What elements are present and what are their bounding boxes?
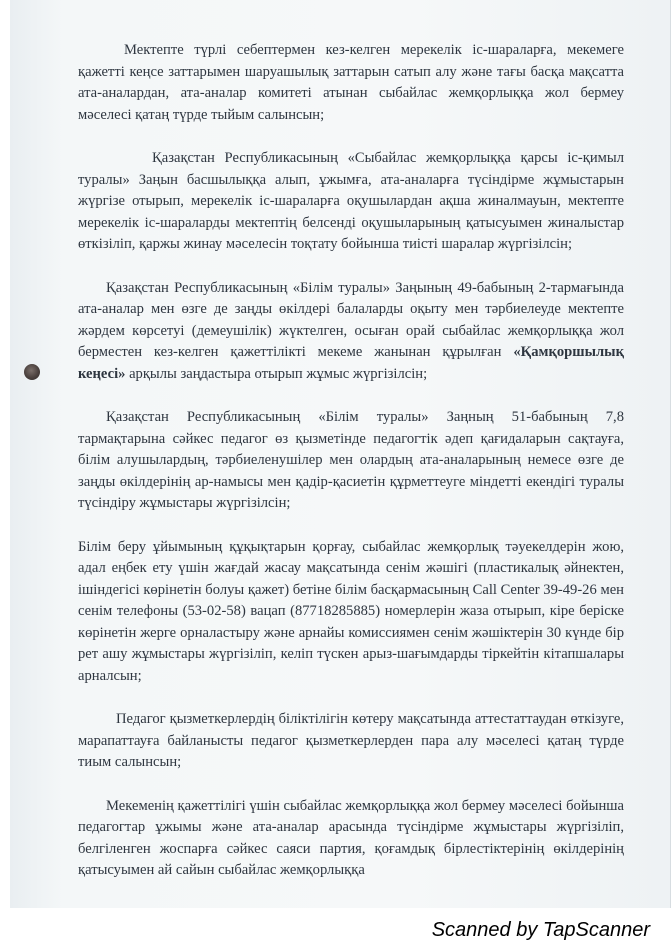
document-body (78, 40, 624, 904)
paragraph-7: Мекеменің қажеттілігі үшін сыбайлас жемқорлыққа жол бермеу мәселесі бойынша педагогтар ұжымы және ата-аналар арасында түсіндірме жұмыстары жүргізіліп, белгіленген жоспарға сәйкес саяси партия, қоғамдық бірлестіктерінің өкілдерінің қатысуымен ай сайын сыбайлас жемқорлыққа (78, 797, 624, 878)
paragraph-1: Мектепте түрлі себептермен кез-келген мерекелік іс-шараларға, мекемеге қажетті кеңсе заттарымен шаруашылық заттарын сатып алу және тағы басқа мақсатта ата-аналардан, ата-аналар комитеті атынан сыбайлас жемқорлыққа жол бермеу мәселесі қатаң түрде тыйым салынсын; (78, 42, 624, 123)
punch-hole-icon (24, 364, 40, 380)
paragraph-3-text-before: Қазақстан Республикасының «Білім туралы» Заңының 49-бабының 2-тармағында ата-аналар мен өзге де заңды өкілдері балаларды оқыту мен тәрбиелеуде мектепте жәрдем көрсетуі (демеушілік) жүктелген, осыған орай сыбайлас жемқорлыққа жол берместен кез-келген қажеттілікті мекеме жанынан құрылған (78, 279, 624, 360)
paragraph-5: Білім беру ұйымының құқықтарын қорғау, сыбайлас жемқорлық тәуекелдерін жою, адал еңбек ету үшін жағдай жасау мақсатында сенім жәшігі (пластикалық әйнектен, ішіндегісі көрінетін болуы қажет) бетіне білім басқармасының Call Center 39-49-26 мен сенім телефоны (53-02-58) вацап (87718285885) номерлерін жаза отырып, кіре беріске көрінетін жерге орналастыру және арнайы комиссиямен сенім жәшіктерін 30 күнде бір рет ашу жұмыстары жүргізіліп, келіп түскен арыз-шағымдарды тіркейтін кітапшалары арналсын; (78, 538, 624, 684)
scanner-watermark: Scanned by TapScanner (431, 919, 650, 941)
document-page (10, 0, 671, 908)
paragraph-3-text-after: арқылы заңдастыра отырып жұмыс жүргізілсін; (125, 365, 428, 382)
paragraph-3-bold-term: «Қамқоршылық кеңесі» (78, 344, 624, 382)
paragraph-2: Қазақстан Республикасының «Сыбайлас жемқорлыққа қарсы іс-қимыл туралы» Заңын басшылыққа алып, ұжымға, ата-аналарға түсіндірме жұмыстарын жүргізе отырып, мерекелік іс-шараларға оқушылардан ақша жиналмауын, мектепте мерекелік іс-шараларды мектептің белсенді оқушыларының қатысуымен жиналыстар өткізіліп, қаржы жинау мәселесін тоқтату бойынша тиісті шаралар жүргізілсін; (78, 150, 624, 252)
paragraph-6: Педагог қызметкерлердің біліктілігін көтеру мақсатында аттестаттаудан өткізуге, марапаттауға байланысты педагог қызметкерлерден пара алу мәселесі қатаң түрде тиым салынсын; (78, 711, 624, 770)
paragraph-4: Қазақстан Республикасының «Білім туралы» Заңның 51-бабының 7,8 тармақтарына сәйкес педагог өз қызметінде педагогтік әдеп қағидаларын сақтауға, білім алушылардың, тәрбиеленушілер мен олардың ата-аналарының немесе өзге де заңды өкілдерінің ар-намысы мен қадір-қасиетін құрметтеуге міндетті екендігі туралы түсіндіру жұмыстары жүргізілсін; (78, 409, 624, 511)
paragraph-3 (78, 278, 624, 386)
